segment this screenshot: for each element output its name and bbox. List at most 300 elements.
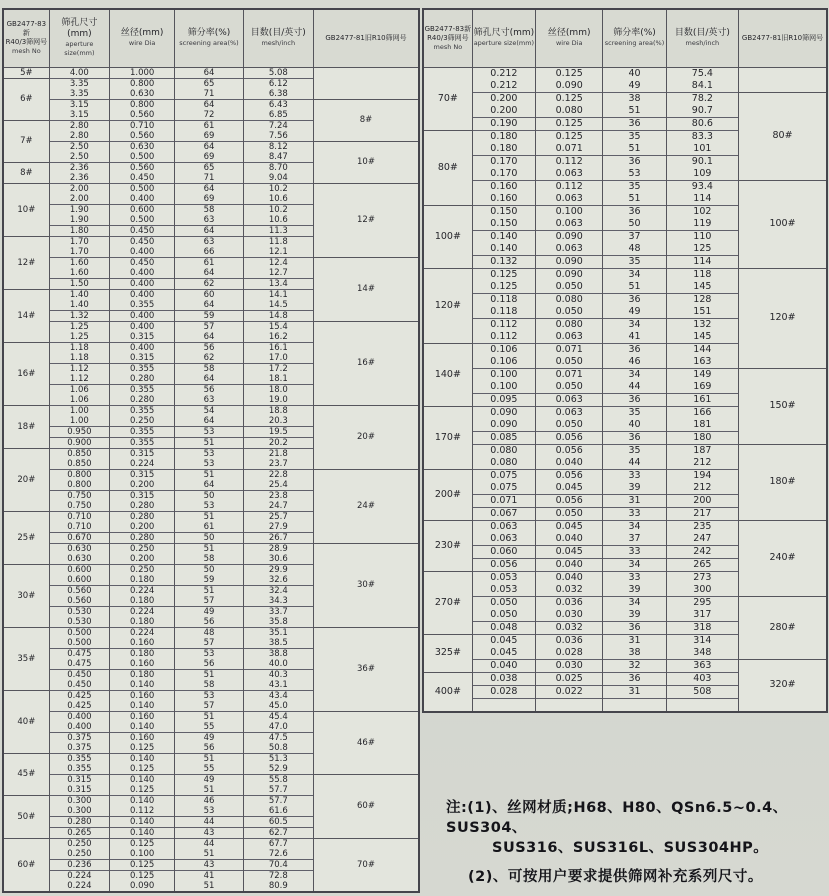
- cell-aperture-size: 2.50: [49, 152, 109, 163]
- cell-wire-dia: 0.050: [536, 281, 603, 294]
- cell-wire-dia: 0.400: [110, 342, 175, 353]
- cell-new-mesh-no: 50#: [3, 795, 49, 838]
- cell-screening-area: 71: [175, 173, 243, 184]
- cell-mesh-per-inch: 23.8: [243, 490, 313, 501]
- cell-screening-area: 51: [175, 543, 243, 554]
- cell-mesh-per-inch: 6.38: [243, 89, 313, 100]
- cell-aperture-size: 1.50: [49, 278, 109, 289]
- cell-wire-dia: 0.090: [536, 230, 603, 243]
- cell-screening-area: 37: [603, 230, 666, 243]
- cell-mesh-per-inch: 10.2: [243, 183, 313, 194]
- table-row: [423, 444, 827, 457]
- cell-mesh-per-inch: 8.12: [243, 141, 313, 152]
- cell-screening-area: 51: [175, 881, 243, 892]
- cell-wire-dia: 0.280: [110, 532, 175, 543]
- cell-screening-area: 64: [175, 300, 243, 311]
- cell-wire-dia: 0.063: [536, 218, 603, 231]
- cell-wire-dia: 0.063: [536, 331, 603, 344]
- cell-mesh-per-inch: 27.9: [243, 522, 313, 533]
- cell-aperture-size: 0.050: [472, 609, 535, 622]
- cell-wire-dia: 0.355: [110, 384, 175, 395]
- cell-wire-dia: 0.160: [110, 690, 175, 701]
- cell-aperture-size: 0.063: [472, 533, 535, 546]
- cell-screening-area: 43: [175, 859, 243, 870]
- cell-wire-dia: 0.160: [110, 659, 175, 670]
- header-text: mesh No: [433, 42, 463, 51]
- cell-wire-dia: 0.030: [536, 659, 603, 672]
- table-row: [3, 141, 419, 152]
- cell-wire-dia: 0.050: [536, 419, 603, 432]
- cell-mesh-per-inch: 20.2: [243, 437, 313, 448]
- cell-wire-dia: 0.140: [110, 795, 175, 806]
- cell-wire-dia: 0.036: [536, 634, 603, 647]
- col-header-new-mesh-no: [3, 9, 49, 67]
- cell-old-mesh-no: 10#: [313, 141, 419, 183]
- cell-mesh-per-inch: 212: [666, 482, 738, 495]
- cell-screening-area: 51: [175, 585, 243, 596]
- cell-screening-area: 50: [175, 532, 243, 543]
- cell-mesh-per-inch: 235: [666, 520, 738, 533]
- cell-new-mesh-no: 20#: [3, 448, 49, 511]
- cell-mesh-per-inch: 144: [666, 343, 738, 356]
- cell-screening-area: 31: [603, 494, 666, 507]
- cell-mesh-per-inch: 363: [666, 659, 738, 672]
- cell-aperture-size: 0.085: [472, 431, 535, 444]
- note-line: SUS316、SUS316L、SUS304HP。: [492, 840, 769, 856]
- cell-screening-area: 51: [175, 711, 243, 722]
- cell-aperture-size: 1.32: [49, 310, 109, 321]
- cell-aperture-size: 0.063: [472, 520, 535, 533]
- cell-aperture-size: 0.450: [49, 680, 109, 691]
- cell-mesh-per-inch: 300: [666, 584, 738, 597]
- cell-aperture-size: 3.15: [49, 110, 109, 121]
- cell-aperture-size: 0.224: [49, 870, 109, 881]
- cell-screening-area: 49: [175, 606, 243, 617]
- cell-screening-area: 51: [603, 193, 666, 206]
- cell-aperture-size: 0.500: [49, 627, 109, 638]
- cell-aperture-size: 0.048: [472, 621, 535, 634]
- sieve-spec-table-left: [2, 8, 420, 893]
- cell-screening-area: 46: [175, 795, 243, 806]
- cell-mesh-per-inch: 13.4: [243, 278, 313, 289]
- cell-mesh-per-inch: 9.04: [243, 173, 313, 184]
- cell-mesh-per-inch: 7.56: [243, 131, 313, 142]
- cell-mesh-per-inch: 47.0: [243, 722, 313, 733]
- cell-screening-area: 56: [175, 342, 243, 353]
- cell-wire-dia: 0.800: [110, 99, 175, 110]
- table-row: [423, 659, 827, 672]
- cell-aperture-size: 0.280: [49, 816, 109, 827]
- header-row: [423, 9, 827, 67]
- cell-aperture-size: 3.35: [49, 78, 109, 89]
- cell-aperture-size: 0.125: [472, 281, 535, 294]
- table-row: [3, 469, 419, 480]
- cell-wire-dia: 0.090: [536, 255, 603, 268]
- cell-screening-area: 51: [603, 281, 666, 294]
- table-row: [3, 711, 419, 722]
- cell-screening-area: 53: [175, 448, 243, 459]
- cell-wire-dia: 0.280: [110, 374, 175, 385]
- cell-mesh-per-inch: 16.1: [243, 342, 313, 353]
- cell-mesh-per-inch: 7.24: [243, 120, 313, 131]
- cell-wire-dia: 0.280: [110, 501, 175, 512]
- header-text: wire Dia: [555, 39, 583, 48]
- cell-aperture-size: 0.040: [472, 659, 535, 672]
- cell-screening-area: 50: [603, 218, 666, 231]
- cell-mesh-per-inch: 318: [666, 621, 738, 634]
- table-row: [423, 67, 827, 80]
- cell-mesh-per-inch: 72.6: [243, 849, 313, 860]
- cell-wire-dia: 0.063: [536, 193, 603, 206]
- cell-new-mesh-no: 70#: [423, 67, 472, 130]
- cell-wire-dia: 0.100: [110, 849, 175, 860]
- cell-mesh-per-inch: 57.7: [243, 795, 313, 806]
- cell-old-mesh-no: 240#: [739, 520, 827, 596]
- cell-wire-dia: 0.125: [536, 117, 603, 130]
- cell-wire-dia: 0.045: [536, 545, 603, 558]
- header-text: mesh/inch: [261, 39, 296, 48]
- cell-aperture-size: 2.80: [49, 120, 109, 131]
- cell-wire-dia: 0.125: [110, 838, 175, 849]
- cell-screening-area: 58: [175, 680, 243, 691]
- cell-screening-area: 48: [175, 627, 243, 638]
- cell-aperture-size: 0.190: [472, 117, 535, 130]
- header-text: R40/3筛网号: [5, 38, 48, 47]
- col-header-mesh-per-inch: [243, 9, 313, 67]
- cell-mesh-per-inch: 35.1: [243, 627, 313, 638]
- cell-mesh-per-inch: 19.0: [243, 395, 313, 406]
- cell-old-mesh-no: 120#: [739, 268, 827, 368]
- cell-wire-dia: 0.224: [110, 627, 175, 638]
- cell-wire-dia: 0.400: [110, 247, 175, 258]
- cell-aperture-size: 4.00: [49, 67, 109, 78]
- cell-old-mesh-no: 60#: [313, 774, 419, 838]
- cell-old-mesh-no: 36#: [313, 627, 419, 711]
- cell-aperture-size: 0.800: [49, 469, 109, 480]
- cell-aperture-size: 0.118: [472, 293, 535, 306]
- cell-aperture-size: 0.150: [472, 205, 535, 218]
- cell-aperture-size: 0.112: [472, 318, 535, 331]
- col-header-wire-dia: [110, 9, 175, 67]
- cell-wire-dia: 0.125: [110, 870, 175, 881]
- cell-wire-dia: 0.630: [110, 141, 175, 152]
- cell-mesh-per-inch: 30.6: [243, 554, 313, 565]
- col-header-wire-dia: [536, 9, 603, 67]
- cell-mesh-per-inch: 273: [666, 571, 738, 584]
- cell-screening-area: 39: [603, 482, 666, 495]
- cell-mesh-per-inch: 32.4: [243, 585, 313, 596]
- cell-screening-area: 63: [175, 395, 243, 406]
- cell-mesh-per-inch: 55.8: [243, 774, 313, 785]
- cell-aperture-size: 0.132: [472, 255, 535, 268]
- cell-aperture-size: 0.200: [472, 92, 535, 105]
- cell-aperture-size: 0.140: [472, 243, 535, 256]
- cell-wire-dia: 0.315: [110, 490, 175, 501]
- cell-wire-dia: 0.250: [110, 543, 175, 554]
- cell-mesh-per-inch: 52.9: [243, 764, 313, 775]
- cell-mesh-per-inch: 50.8: [243, 743, 313, 754]
- cell-wire-dia: 0.200: [110, 554, 175, 565]
- cell-aperture-size: 1.70: [49, 236, 109, 247]
- col-header-old-mesh-no: [739, 9, 827, 67]
- cell-new-mesh-no: 10#: [3, 183, 49, 236]
- cell-new-mesh-no: 16#: [3, 342, 49, 405]
- cell-mesh-per-inch: 15.4: [243, 321, 313, 332]
- cell-mesh-per-inch: 61.6: [243, 806, 313, 817]
- cell-new-mesh-no: 12#: [3, 236, 49, 289]
- cell-new-mesh-no: 35#: [3, 627, 49, 690]
- cell-screening-area: 59: [175, 575, 243, 586]
- cell-aperture-size: 2.00: [49, 194, 109, 205]
- cell-mesh-per-inch: 132: [666, 318, 738, 331]
- cell-wire-dia: 0.125: [110, 743, 175, 754]
- cell-screening-area: 51: [175, 437, 243, 448]
- cell-wire-dia: 0.315: [110, 332, 175, 343]
- table-row: [423, 268, 827, 281]
- cell-aperture-size: 0.315: [49, 774, 109, 785]
- cell-wire-dia: 0.180: [110, 648, 175, 659]
- cell-screening-area: 53: [175, 806, 243, 817]
- cell-wire-dia: 0.125: [536, 92, 603, 105]
- cell-wire-dia: 0.050: [536, 381, 603, 394]
- cell-wire-dia: 0.125: [110, 859, 175, 870]
- cell-wire-dia: 0.500: [110, 152, 175, 163]
- cell-screening-area: 53: [603, 168, 666, 181]
- header-text: 目数(目/英寸): [250, 28, 306, 39]
- cell-wire-dia: 0.224: [110, 606, 175, 617]
- cell-aperture-size: 3.15: [49, 99, 109, 110]
- cell-aperture-size: 0.045: [472, 647, 535, 660]
- cell-mesh-per-inch: 14.8: [243, 310, 313, 321]
- cell-mesh-per-inch: 25.7: [243, 511, 313, 522]
- cell-screening-area: 36: [603, 431, 666, 444]
- cell-screening-area: 44: [175, 838, 243, 849]
- col-header-mesh-per-inch: [666, 9, 738, 67]
- cell-aperture-size: 0.160: [472, 193, 535, 206]
- cell-new-mesh-no: 5#: [3, 67, 49, 78]
- cell-mesh-per-inch: 26.7: [243, 532, 313, 543]
- cell-mesh-per-inch: 10.2: [243, 204, 313, 215]
- cell-mesh-per-inch: 348: [666, 647, 738, 660]
- cell-wire-dia: 0.090: [536, 80, 603, 93]
- cell-aperture-size: 0.125: [472, 268, 535, 281]
- cell-aperture-size: 0.056: [472, 558, 535, 571]
- cell-aperture-size: 0.224: [49, 881, 109, 892]
- cell-screening-area: 53: [175, 648, 243, 659]
- cell-screening-area: 51: [603, 105, 666, 118]
- table-row: [3, 543, 419, 554]
- cell-new-mesh-no: 270#: [423, 571, 472, 634]
- cell-aperture-size: 0.500: [49, 638, 109, 649]
- cell-wire-dia: 0.160: [110, 732, 175, 743]
- cell-mesh-per-inch: 14.1: [243, 289, 313, 300]
- cell-mesh-per-inch: 194: [666, 469, 738, 482]
- cell-wire-dia: 0.063: [536, 243, 603, 256]
- cell-mesh-per-inch: 17.2: [243, 363, 313, 374]
- cell-aperture-size: 0.106: [472, 356, 535, 369]
- cell-screening-area: 53: [175, 459, 243, 470]
- cell-old-mesh-no: [739, 67, 827, 92]
- table-row: [3, 774, 419, 785]
- cell-wire-dia: 0.400: [110, 194, 175, 205]
- cell-wire-dia: 0.071: [536, 368, 603, 381]
- cell-aperture-size: 0.140: [472, 230, 535, 243]
- cell-aperture-size: 0.425: [49, 701, 109, 712]
- cell-aperture-size: 0.450: [49, 669, 109, 680]
- sieve-spec-table-right: [422, 8, 828, 713]
- header-text: screening area(%): [604, 39, 665, 48]
- cell-mesh-per-inch: 11.3: [243, 225, 313, 236]
- cell-wire-dia: 0.400: [110, 310, 175, 321]
- right-table-wrap: [422, 8, 828, 713]
- cell-aperture-size: 0.095: [472, 393, 535, 406]
- cell-aperture-size: 0.300: [49, 806, 109, 817]
- cell-mesh-per-inch: 25.4: [243, 480, 313, 491]
- cell-mesh-per-inch: 317: [666, 609, 738, 622]
- header-text: mesh No: [11, 47, 41, 56]
- cell-aperture-size: 0.710: [49, 522, 109, 533]
- cell-aperture-size: 1.00: [49, 416, 109, 427]
- cell-old-mesh-no: 8#: [313, 99, 419, 141]
- cell-old-mesh-no: 80#: [739, 92, 827, 180]
- cell-mesh-per-inch: 12.1: [243, 247, 313, 258]
- cell-screening-area: 36: [603, 393, 666, 406]
- cell-screening-area: 54: [175, 405, 243, 416]
- cell-screening-area: 38: [603, 92, 666, 105]
- cell-aperture-size: 1.06: [49, 395, 109, 406]
- cell-screening-area: 35: [603, 180, 666, 193]
- cell-aperture-size: 0.400: [49, 722, 109, 733]
- cell-screening-area: 56: [175, 617, 243, 628]
- cell-screening-area: 34: [603, 318, 666, 331]
- cell-screening-area: 39: [603, 609, 666, 622]
- cell-screening-area: 40: [603, 67, 666, 80]
- cell-screening-area: 59: [175, 310, 243, 321]
- cell-wire-dia: 0.355: [110, 363, 175, 374]
- cell-wire-dia: 0.560: [110, 110, 175, 121]
- footnotes: [446, 798, 824, 887]
- cell-new-mesh-no: 40#: [3, 690, 49, 753]
- cell-aperture-size: 2.36: [49, 173, 109, 184]
- cell-old-mesh-no: 30#: [313, 543, 419, 627]
- cell-wire-dia: 0.080: [536, 293, 603, 306]
- cell-old-mesh-no: 280#: [739, 596, 827, 659]
- cell-new-mesh-no: 80#: [423, 130, 472, 205]
- cell-wire-dia: 0.056: [536, 469, 603, 482]
- col-header-screening-area: [175, 9, 243, 67]
- cell-wire-dia: 0.050: [536, 306, 603, 319]
- cell-screening-area: 34: [603, 368, 666, 381]
- cell-mesh-per-inch: 24.7: [243, 501, 313, 512]
- cell-aperture-size: 0.250: [49, 849, 109, 860]
- cell-screening-area: 53: [175, 501, 243, 512]
- cell-wire-dia: 0.200: [110, 480, 175, 491]
- cell-wire-dia: 0.140: [110, 722, 175, 733]
- cell-mesh-per-inch: 8.70: [243, 162, 313, 173]
- cell-screening-area: 64: [175, 480, 243, 491]
- cell-old-mesh-no: 100#: [739, 180, 827, 268]
- cell-mesh-per-inch: 163: [666, 356, 738, 369]
- cell-wire-dia: 0.315: [110, 353, 175, 364]
- cell-aperture-size: 0.050: [472, 596, 535, 609]
- cell-screening-area: 34: [603, 520, 666, 533]
- cell-screening-area: 35: [603, 444, 666, 457]
- cell-mesh-per-inch: 247: [666, 533, 738, 546]
- cell-new-mesh-no: 18#: [3, 405, 49, 448]
- cell-aperture-size: 0.045: [472, 634, 535, 647]
- cell-wire-dia: 0.560: [110, 131, 175, 142]
- cell-screening-area: 64: [175, 374, 243, 385]
- cell-mesh-per-inch: 62.7: [243, 827, 313, 838]
- cell-mesh-per-inch: 6.43: [243, 99, 313, 110]
- cell-mesh-per-inch: 217: [666, 507, 738, 520]
- cell-screening-area: 35: [603, 255, 666, 268]
- cell-mesh-per-inch: 43.4: [243, 690, 313, 701]
- cell-screening-area: 49: [175, 774, 243, 785]
- cell-mesh-per-inch: 119: [666, 218, 738, 231]
- cell-new-mesh-no: 30#: [3, 564, 49, 627]
- cell-screening-area: 49: [175, 732, 243, 743]
- cell-wire-dia: 0.600: [110, 204, 175, 215]
- cell-aperture-size: 0.090: [472, 419, 535, 432]
- cell-aperture-size: 0.038: [472, 672, 535, 685]
- cell-wire-dia: 0.030: [536, 609, 603, 622]
- header-text: R40/3筛网号: [427, 33, 469, 42]
- cell-mesh-per-inch: 151: [666, 306, 738, 319]
- cell-wire-dia: 0.056: [536, 431, 603, 444]
- cell-wire-dia: 0.090: [536, 268, 603, 281]
- cell-new-mesh-no: 120#: [423, 268, 472, 343]
- cell-wire-dia: 0.040: [536, 457, 603, 470]
- cell-screening-area: 51: [175, 753, 243, 764]
- cell-screening-area: 34: [603, 558, 666, 571]
- cell-mesh-per-inch: 242: [666, 545, 738, 558]
- cell-mesh-per-inch: 125: [666, 243, 738, 256]
- cell-mesh-per-inch: 29.9: [243, 564, 313, 575]
- cell-mesh-per-inch: 32.6: [243, 575, 313, 586]
- cell-wire-dia: 0.063: [536, 393, 603, 406]
- cell-screening-area: 71: [175, 89, 243, 100]
- cell-mesh-per-inch: 11.8: [243, 236, 313, 247]
- cell-screening-area: 41: [175, 870, 243, 881]
- cell-mesh-per-inch: 47.5: [243, 732, 313, 743]
- cell-aperture-size: 0.170: [472, 155, 535, 168]
- cell-screening-area: 36: [603, 155, 666, 168]
- header-text: mesh/inch: [685, 39, 720, 48]
- cell-aperture-size: 0.375: [49, 732, 109, 743]
- cell-wire-dia: 0.560: [110, 162, 175, 173]
- cell-mesh-per-inch: 169: [666, 381, 738, 394]
- cell-mesh-per-inch: 83.3: [666, 130, 738, 143]
- cell-mesh-per-inch: 18.1: [243, 374, 313, 385]
- cell-wire-dia: 0.800: [110, 78, 175, 89]
- cell-mesh-per-inch: 45.4: [243, 711, 313, 722]
- cell-screening-area: 43: [175, 827, 243, 838]
- table-row: [423, 180, 827, 193]
- cell-screening-area: 37: [603, 533, 666, 546]
- cell-wire-dia: 0.250: [110, 564, 175, 575]
- cell-aperture-size: 0.530: [49, 606, 109, 617]
- cell-screening-area: 57: [175, 321, 243, 332]
- cell-screening-area: 53: [175, 690, 243, 701]
- cell-mesh-per-inch: 5.08: [243, 67, 313, 78]
- cell-screening-area: 69: [175, 131, 243, 142]
- cell-wire-dia: 0.355: [110, 405, 175, 416]
- cell-aperture-size: 1.40: [49, 289, 109, 300]
- cell-mesh-per-inch: 23.7: [243, 459, 313, 470]
- cell-old-mesh-no: 150#: [739, 368, 827, 444]
- cell-wire-dia: 0.160: [110, 711, 175, 722]
